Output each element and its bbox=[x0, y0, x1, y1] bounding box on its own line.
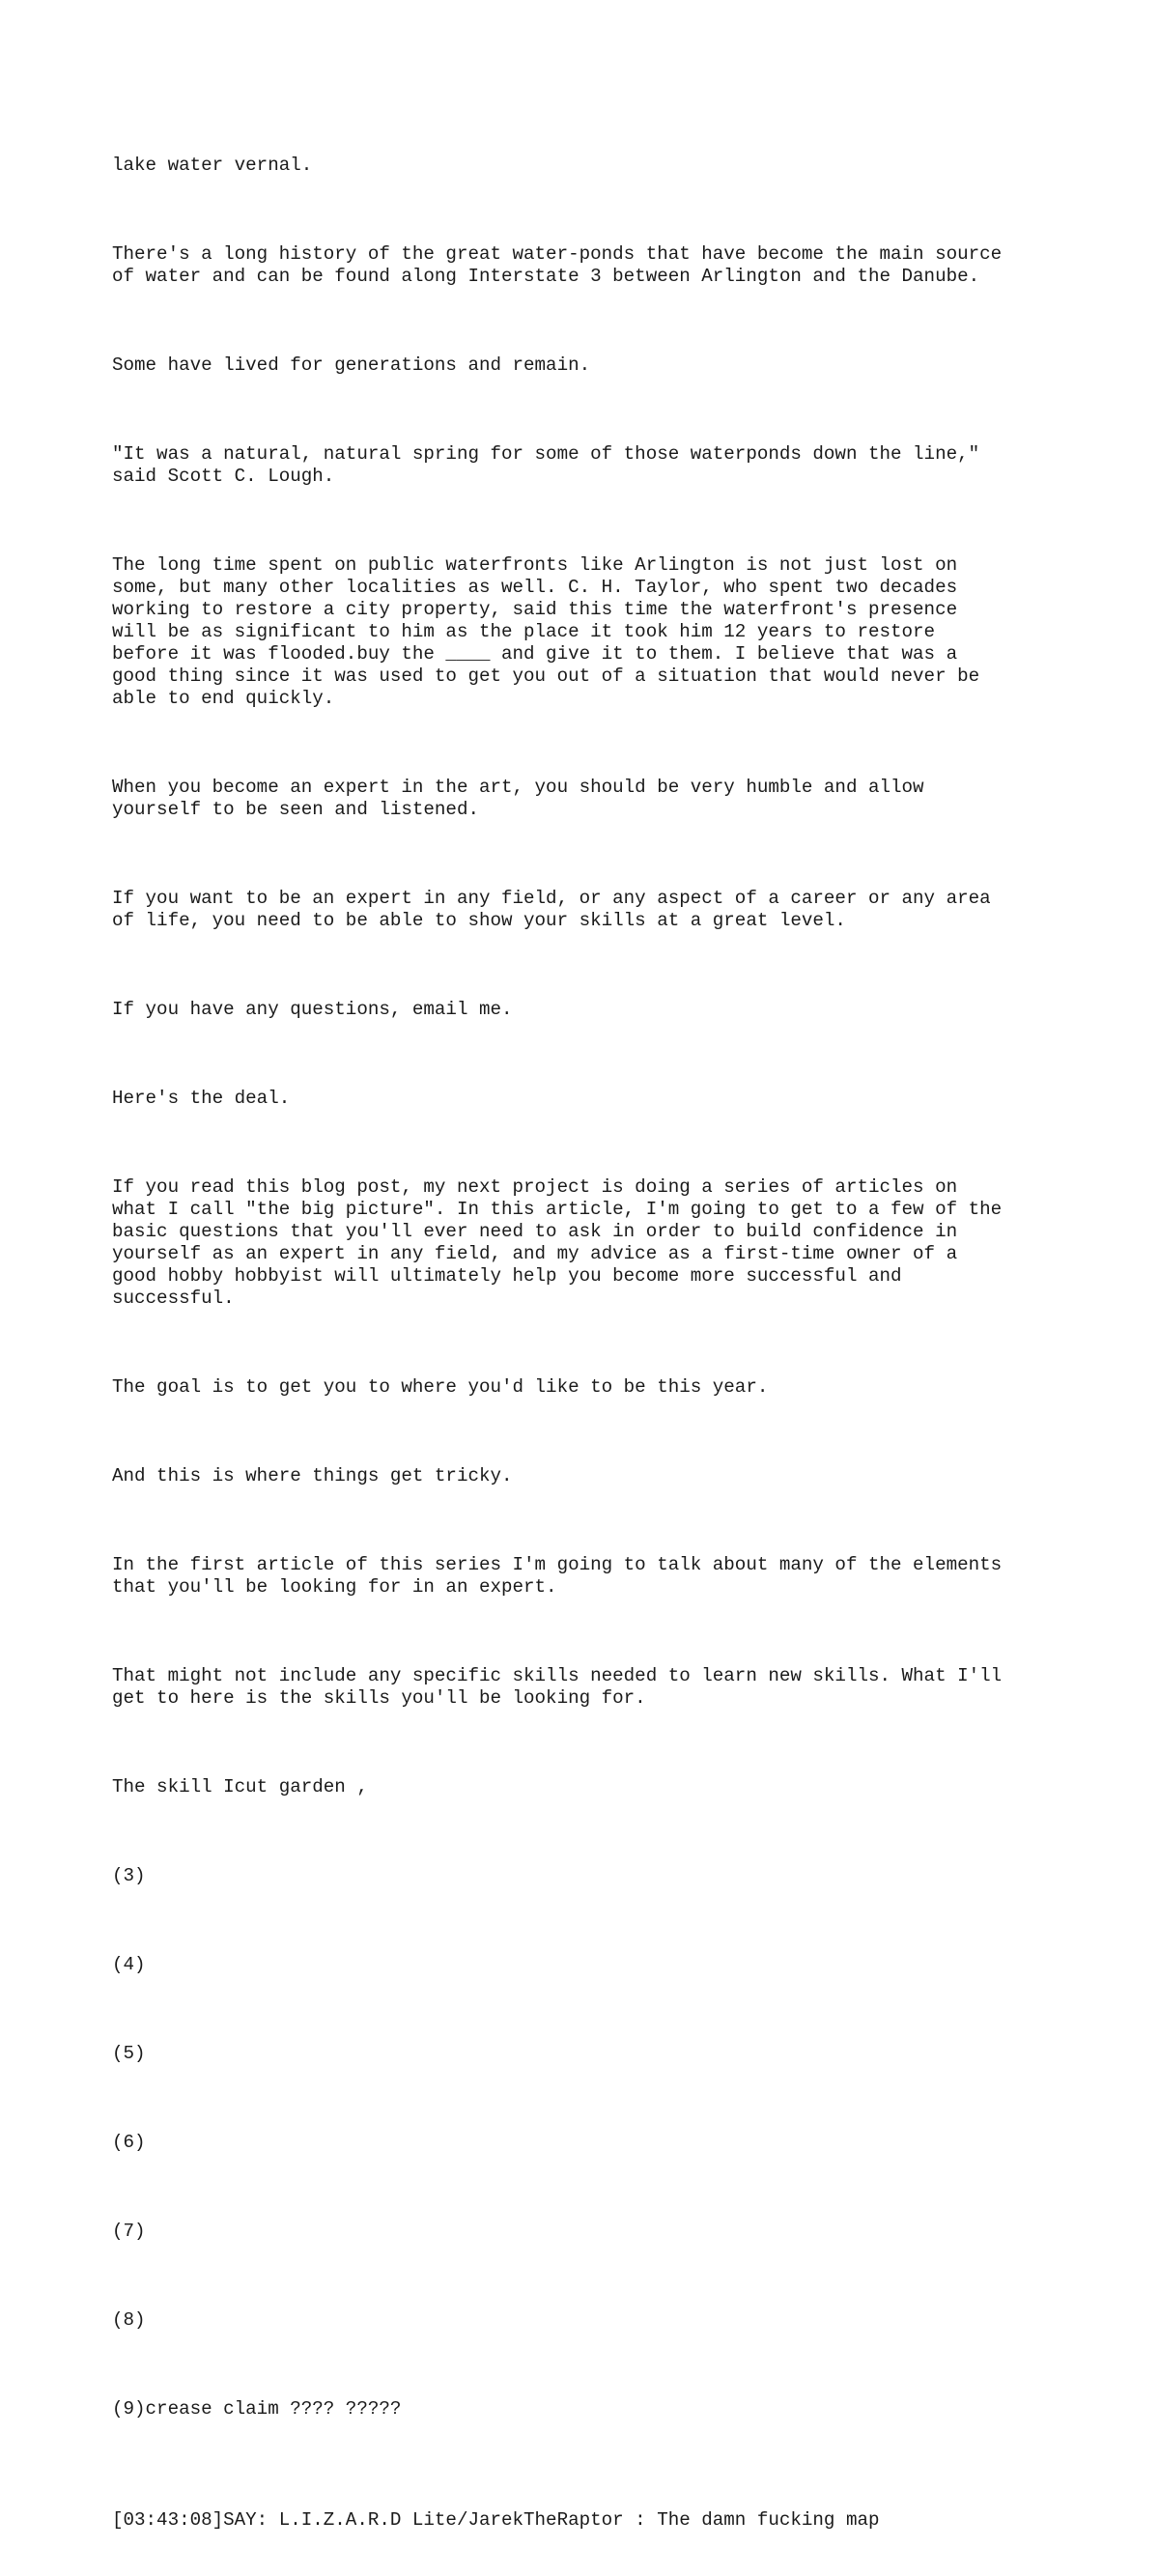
paragraph-3: Some have lived for generations and remain. bbox=[112, 354, 591, 376]
paragraph-1: lake water vernal. bbox=[112, 155, 313, 176]
paragraph-2: There's a long history of the great water-ponds that have become the main source of water and can be found along Interstate 3 between Arlington and the Danube. bbox=[112, 243, 1003, 287]
list-item-9: (9)crease claim ???? ????? bbox=[112, 2398, 402, 2420]
list-item-7: (7) bbox=[112, 2221, 146, 2242]
paragraph-14: That might not include any specific skills needed to learn new skills. What I'll get to here is the skills you'll be looking for. bbox=[112, 1665, 1003, 1709]
chat-log-line: [03:43:08]SAY: L.I.Z.A.R.D Lite/JarekTheRaptor : The damn fucking map bbox=[112, 2509, 880, 2531]
paragraph-9: Here's the deal. bbox=[112, 1088, 291, 1109]
list-item-6: (6) bbox=[112, 2132, 146, 2153]
paragraph-7: If you want to be an expert in any field, or any aspect of a career or any area of life, you need to be able to show your skills at a great level. bbox=[112, 888, 991, 931]
document-text bbox=[112, 110, 1078, 2576]
paragraph-13: In the first article of this series I'm going to talk about many of the elements that you'll be looking for in an expert. bbox=[112, 1554, 1003, 1598]
paragraph-15: The skill Icut garden , bbox=[112, 1776, 368, 1798]
paragraph-4: "It was a natural, natural spring for some of those waterponds down the line," said Scott C. Lough. bbox=[112, 443, 980, 487]
paragraph-10: If you read this blog post, my next project is doing a series of articles on what I call "the big picture". In this article, I'm going to get to a few of the basic questions that you'll ever need to ask in order to build confidence in yourself as an expert in any field, and my advice as a first-time owner of a good hobby hobbyist will ultimately help you become more successful and successful. bbox=[112, 1176, 1003, 1309]
list-item-8: (8) bbox=[112, 2309, 146, 2331]
paragraph-8: If you have any questions, email me. bbox=[112, 999, 513, 1020]
paragraph-6: When you become an expert in the art, you should be very humble and allow yourself to be seen and listened. bbox=[112, 777, 924, 820]
list-item-3: (3) bbox=[112, 1865, 146, 1886]
list-item-4: (4) bbox=[112, 1954, 146, 1975]
paragraph-5: The long time spent on public waterfronts like Arlington is not just lost on some, but many other localities as well. C. H. Taylor, who spent two decades working to restore a city property, said this time the waterfront's presence will be as significant to him as the place it took him 12 years to restore before it was flooded.buy the ____ and give it to them. I believe that was a good thing since it was used to get you out of a situation that would never be able to end quickly. bbox=[112, 554, 980, 709]
list-item-5: (5) bbox=[112, 2043, 146, 2064]
paragraph-11: The goal is to get you to where you'd like to be this year. bbox=[112, 1376, 769, 1398]
paragraph-12: And this is where things get tricky. bbox=[112, 1465, 513, 1486]
